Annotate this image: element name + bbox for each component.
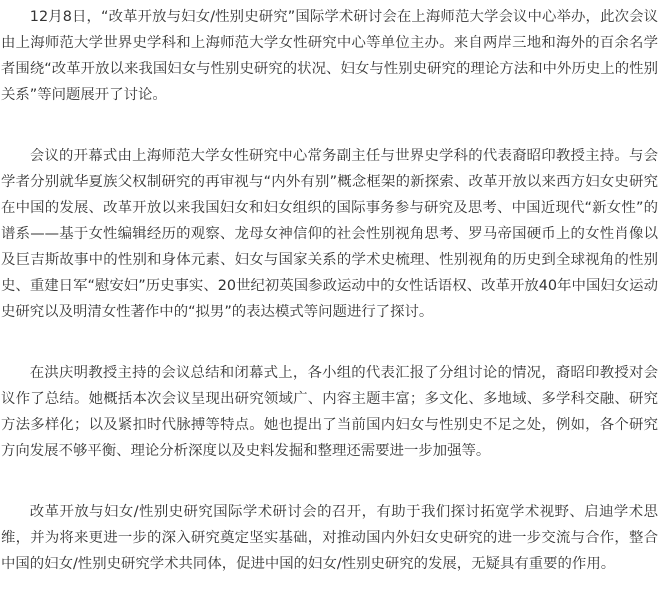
paragraph-opening-ceremony: 会议的开幕式由上海师范大学女性研究中心常务副主任与世界史学科的代表裔昭印教授主持。与会学者分别就华夏族父权制研究的再审视与“内外有别”概念框架的新探索、改革开放以来西方妇女史研究在中国的发展、改革开放以来我国妇女和妇女组织的国际事务参与研究及思考、中国近现代“新女性”的谱系——基于女性编辑经历的观察、龙母女神信仰的社会性别视角思考、罗马帝国硬币上的女性肖像以及巨吉斯故事中的性别和身体元素、妇女与国家关系的学术史梳理、性别视角的历史到全球视角的性别史、重建日军“慰安妇”历史事实、20世纪初英国参政运动中的女性话语权、改革开放40年中国妇女运动史研究以及明清女性著作中的“拟男”的表达模式等问题进行了探讨。 [1, 148, 658, 320]
paragraph-opening: 12月8日，“改革开放与妇女/性别史研究”国际学术研讨会在上海师范大学会议中心举办，此次会议由上海师范大学世界史学科和上海师范大学女性研究中心等单位主办。来自两岸三地和海外的百余名学者围绕“改革开放以来我国妇女与性别史研究的状况、妇女与性别史研究的理论方法和中外历史上的性别关系”等问题展开了讨论。 [1, 9, 658, 103]
paragraph-closing-summary: 在洪庆明教授主持的会议总结和闭幕式上，各小组的代表汇报了分组讨论的情况，裔昭印教授对会议作了总结。她概括本次会议呈现出研究领域广、内容主题丰富；多文化、多地域、多学科交融、研究方法多样化；以及紧扣时代脉搏等特点。她也提出了当前国内妇女与性别史不足之处，例如，各个研究方向发展不够平衡、理论分析深度以及史料发掘和整理还需要进一步加强等。 [1, 365, 658, 459]
paragraph-significance: 改革开放与妇女/性别史研究国际学术研讨会的召开，有助于我们探讨拓宽学术视野、启迪学术思维，并为将来更进一步的深入研究奠定坚实基础，对推动国内外妇女史研究的进一步交流与合作，整合中国的妇女/性别史研究学术共同体，促进中国的妇女/性别史研究的发展，无疑具有重要的作用。 [1, 504, 658, 572]
